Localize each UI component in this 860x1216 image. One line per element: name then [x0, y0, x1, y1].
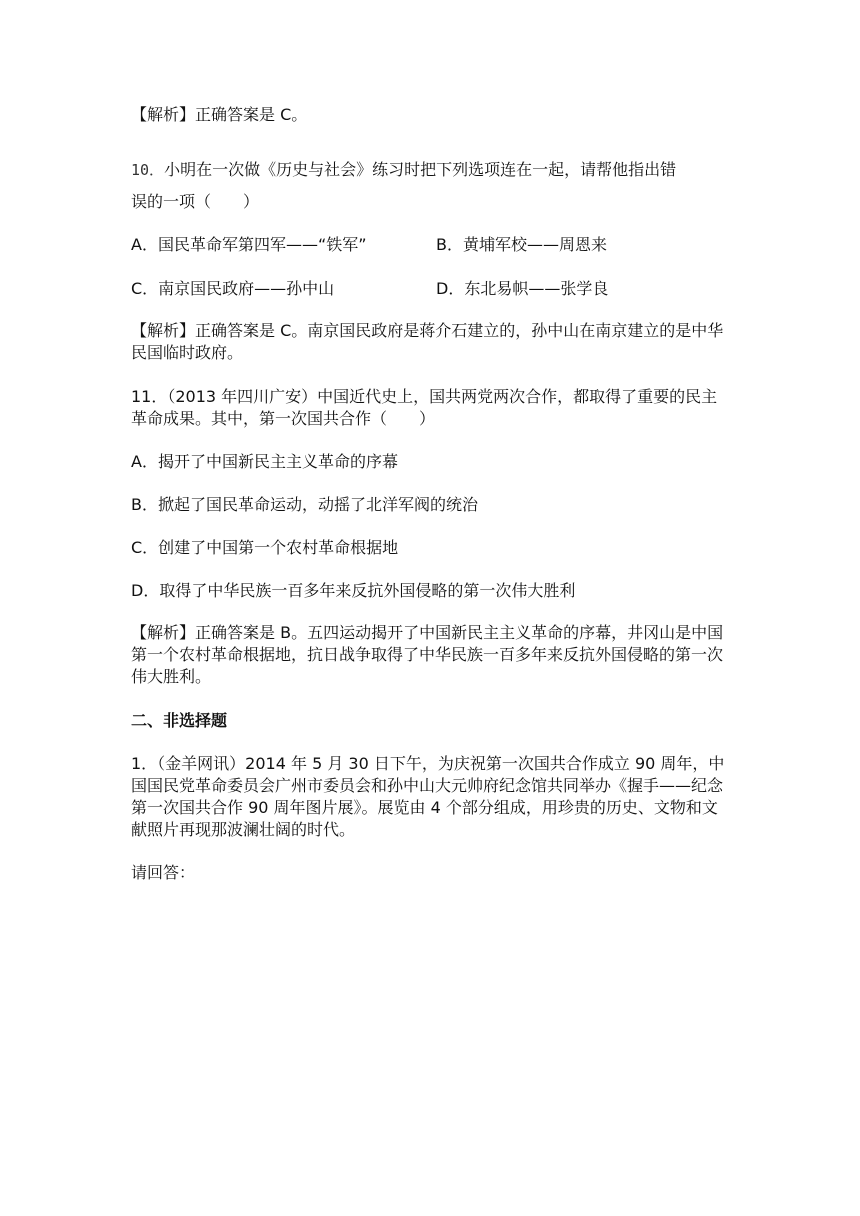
q11-option-d: D．取得了中华民族一百多年来反抗外国侵略的第一次伟大胜利: [131, 581, 576, 600]
q10-option-a: A．国民革命军第四军——“铁军”: [131, 235, 367, 254]
q10-analysis: 【解析】正确答案是 C。南京国民政府是蒋介石建立的，孙中山在南京建立的是中华民国临时政府。: [131, 321, 724, 362]
q10-option-b: B．黄埔军校——周恩来: [436, 235, 607, 254]
q11-option-a: A．揭开了中国新民主主义革命的序幕: [131, 452, 398, 471]
q10-option-c: C．南京国民政府——孙中山: [131, 279, 335, 298]
q10-option-d: D．东北易帜——张学良: [436, 279, 609, 298]
q11-option-c: C．创建了中国第一个农村革命根据地: [131, 538, 399, 557]
q11-option-b: B．掀起了国民革命运动，动摇了北洋军阀的统治: [131, 495, 478, 514]
q10-number: 10．: [131, 161, 165, 179]
q10-stem-text: 小明在一次做《历史与社会》练习时把下列选项连在一起，请帮他指出错: [164, 160, 677, 179]
section-heading: 二、非选择题: [131, 711, 228, 730]
q10-stem-line2: 误的一项（ ）: [131, 192, 260, 211]
nonchoice-q1-text: 1．（金羊网讯）2014 年 5 月 30 日下午，为庆祝第一次国共合作成立 90 周年，中国国民党革命委员会广州市委员会和孙中山大元帅府纪念馆共同举办《握手——纪念第一次国共合作 90 周年图片展》。展览由 4 个部分组成，用珍贵的历史、文物和文献照片再现那波澜壮阔的时代。: [131, 754, 725, 839]
q10-stem-line1: [131, 159, 731, 181]
q11-stem: 11．（2013 年四川广安）中国近代史上，国共两党两次合作，都取得了重要的民主革命成果。其中，第一次国共合作（ ）: [131, 387, 718, 428]
q9-analysis: 【解析】正确答案是 C。: [131, 105, 308, 124]
q11-analysis: 【解析】正确答案是 B。五四运动揭开了中国新民主主义革命的序幕，井冈山是中国第一个农村革命根据地，抗日战争取得了中华民族一百多年来反抗外国侵略的第一次伟大胜利。: [131, 623, 724, 686]
please-answer: 请回答：: [131, 863, 196, 882]
